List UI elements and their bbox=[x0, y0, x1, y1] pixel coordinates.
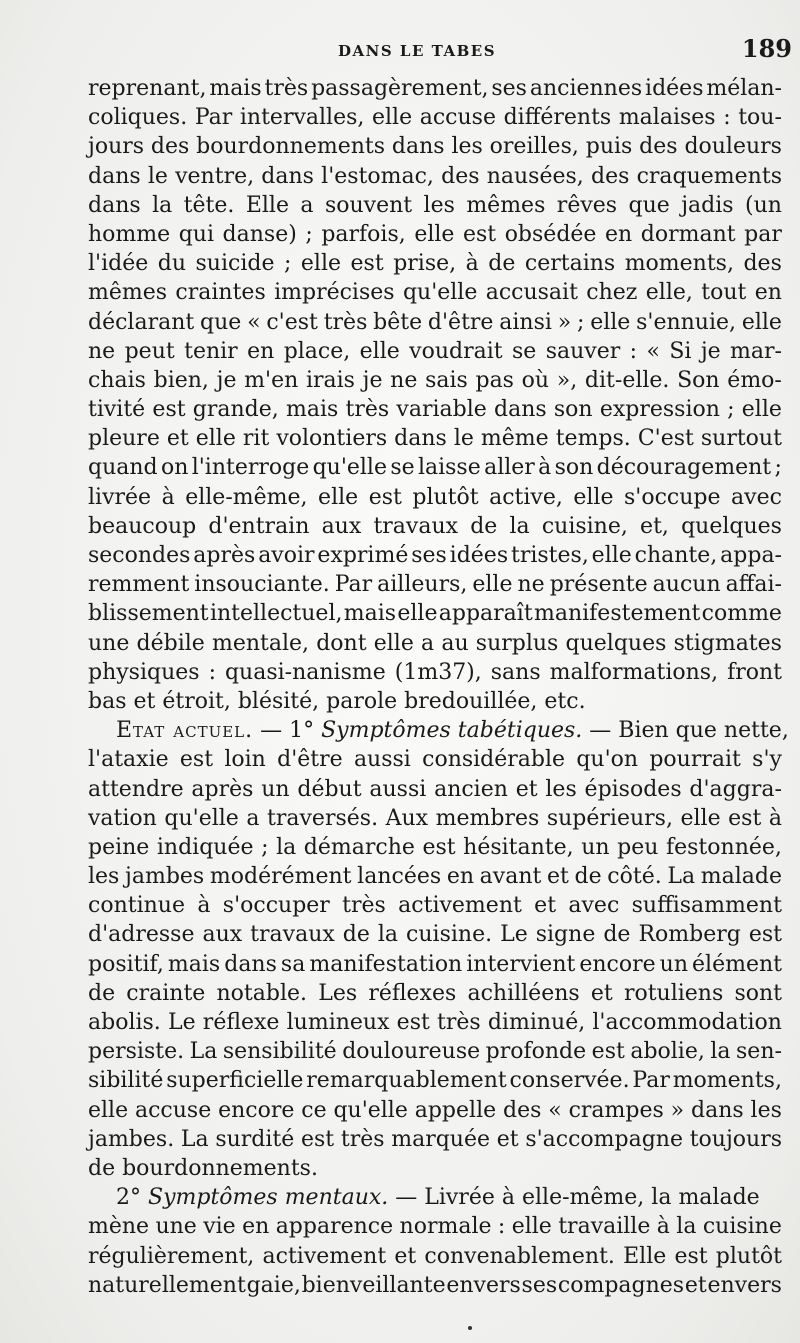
text-line: physiques : quasi-nanisme (1m37), sans malformations, front bbox=[88, 659, 782, 685]
text-line: coliques. Par intervalles, elle accuse différents malaises : tou- bbox=[88, 105, 782, 131]
section-heading: Etat actuel. bbox=[116, 718, 254, 744]
text-line: blissement intellectuel, mais elle apparaît manifestement comme bbox=[88, 601, 782, 627]
text-line: peine indiquée ; la démarche est hésitante, un peu festonnée, bbox=[88, 834, 782, 860]
text-line: livrée à elle-même, elle est plutôt active, elle s'occupe avec bbox=[88, 484, 782, 510]
text-line: sibilité superficielle remarquablement conservée. Par moments, bbox=[88, 1068, 782, 1094]
text-line: chais bien, je m'en irais je ne sais pas où », dit-elle. Son émo- bbox=[88, 367, 782, 393]
text-line: l'ataxie est loin d'être aussi considérable qu'on pourrait s'y bbox=[88, 747, 782, 773]
text-line: d'adresse aux travaux de la cuisine. Le signe de Romberg est bbox=[88, 922, 782, 948]
text-line: de bourdonnements. bbox=[88, 1155, 318, 1181]
paragraph-lead-line bbox=[88, 1183, 782, 1212]
subheading-italic: Symptômes tabétiques. bbox=[321, 718, 583, 744]
text-line: naturellement gaie, bienveillante envers ses compagnes et envers bbox=[88, 1272, 782, 1298]
text-line: continue à s'occuper très activement et avec suffisamment bbox=[88, 893, 782, 919]
running-head: DANS LE TABES bbox=[338, 42, 497, 60]
text-line: mène une vie en apparence normale : elle travaille à la cuisine bbox=[88, 1214, 782, 1240]
text-line: attendre après un début aussi ancien et les épisodes d'aggra- bbox=[88, 776, 782, 802]
text-line: l'idée du suicide ; elle est prise, à de certains moments, des bbox=[88, 251, 782, 277]
text-line: déclarant que « c'est très bête d'être ainsi » ; elle s'ennuie, elle bbox=[88, 309, 782, 335]
text-line: dans le ventre, dans l'estomac, des nausées, des craquements bbox=[88, 163, 782, 189]
text-line: de crainte notable. Les réflexes achilléens et rotuliens sont bbox=[88, 980, 782, 1006]
lead-plain: 2° bbox=[116, 1185, 148, 1211]
text-line: reprenant, mais très passagèrement, ses anciennes idées mélan- bbox=[88, 76, 782, 101]
text-line: une débile mentale, dont elle a au surplus quelques stigmates bbox=[88, 630, 782, 656]
text-line: quand on l'interroge qu'elle se laisse aller à son découragement ; bbox=[88, 455, 782, 481]
lead-rest: — Bien que nette, bbox=[582, 718, 789, 744]
page-number: 189 bbox=[741, 34, 792, 63]
text-line: mêmes craintes imprécises qu'elle accusait chez elle, tout en bbox=[88, 280, 782, 306]
text-line: homme qui danse) ; parfois, elle est obsédée en dormant par bbox=[88, 221, 782, 247]
text-line: pleure et elle rit volontiers dans le même temps. C'est surtout bbox=[88, 426, 782, 452]
lead-dash: — 1° bbox=[253, 718, 322, 744]
paragraph-3 bbox=[88, 1183, 782, 1300]
paragraph-lead-line bbox=[88, 716, 789, 745]
ink-dot bbox=[468, 1326, 472, 1330]
text-line: bas et étroit, blésité, parole bredouillée, etc. bbox=[88, 688, 586, 714]
text-line: secondes après avoir exprimé ses idées tristes, elle chante, appa- bbox=[88, 543, 782, 568]
text-line: persiste. La sensibilité douloureuse profonde est abolie, la sen- bbox=[88, 1039, 782, 1065]
text-line: positif, mais dans sa manifestation intervient encore un élément bbox=[88, 951, 782, 977]
text-line: vation qu'elle a traversés. Aux membres supérieurs, elle est à bbox=[88, 805, 782, 831]
paragraph-2 bbox=[88, 716, 789, 1183]
body-text bbox=[88, 74, 789, 1300]
text-line: tivité est grande, mais très variable dans son expression ; elle bbox=[88, 397, 782, 423]
text-line: les jambes modérément lancées en avant et de côté. La malade bbox=[88, 864, 782, 890]
text-line: ne peut tenir en place, elle voudrait se sauver : « Si je mar- bbox=[88, 338, 782, 364]
page-header bbox=[88, 28, 792, 78]
text-line: remment insouciante. Par ailleurs, elle ne présente aucun affai- bbox=[88, 572, 782, 598]
text-line: régulièrement, activement et convenablement. Elle est plutôt bbox=[88, 1243, 782, 1269]
text-line: elle accuse encore ce qu'elle appelle des « crampes » dans les bbox=[88, 1097, 782, 1123]
subheading-italic: Symptômes mentaux. bbox=[148, 1185, 389, 1211]
text-line: dans la tête. Elle a souvent les mêmes rêves que jadis (un bbox=[88, 192, 782, 218]
lead-rest: — Livrée à elle-même, la malade bbox=[388, 1185, 760, 1211]
paragraph-1 bbox=[88, 74, 782, 716]
text-line: jambes. La surdité est très marquée et s'accompagne toujours bbox=[88, 1126, 782, 1152]
text-line: abolis. Le réflexe lumineux est très diminué, l'accommodation bbox=[88, 1010, 782, 1035]
text-line: beaucoup d'entrain aux travaux de la cuisine, et, quelques bbox=[88, 513, 782, 539]
text-line: jours des bourdonnements dans les oreilles, puis des douleurs bbox=[88, 134, 782, 160]
